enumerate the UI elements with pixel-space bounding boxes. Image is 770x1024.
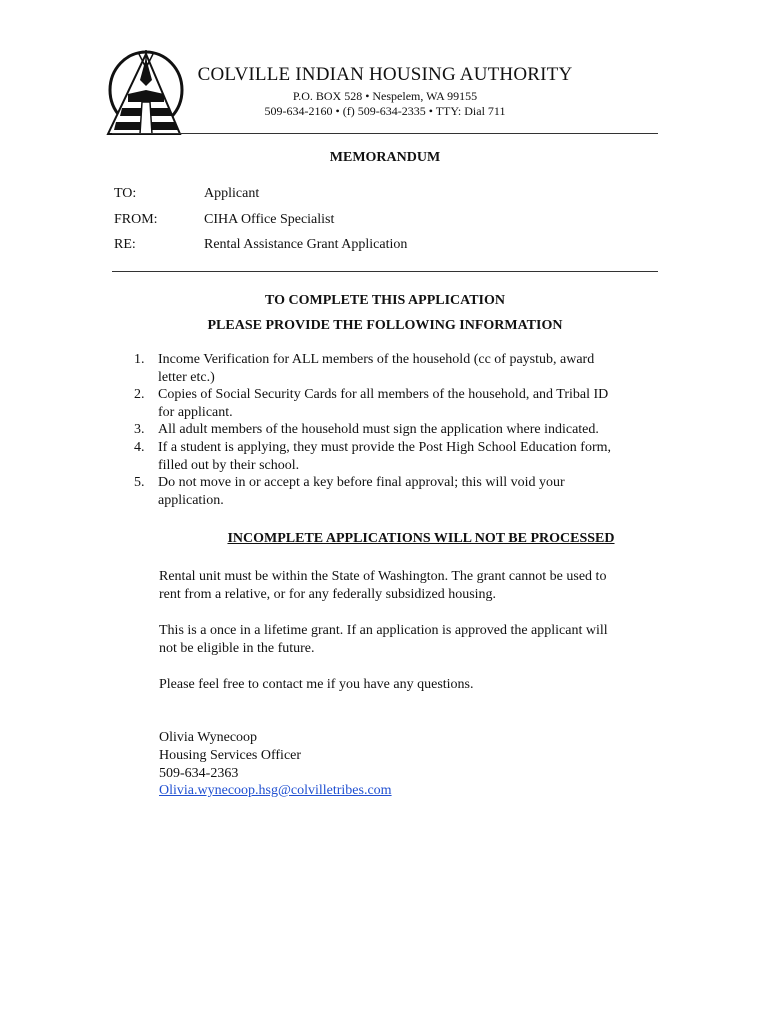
to-label: TO:	[114, 186, 137, 201]
list-item	[134, 439, 654, 474]
list-item-text: Copies of Social Security Cards for all members of the household, and Tribal ID	[158, 387, 609, 403]
org-phone: 509-634-2160 • (f) 509-634-2335 • TTY: Dial 711	[264, 104, 506, 118]
paragraph-contact: Please feel free to contact me if you have any questions.	[159, 677, 474, 692]
list-item-text: Income Verification for ALL members of the household (cc of paystub, award	[158, 352, 595, 367]
instructions-heading-2: PLEASE PROVIDE THE FOLLOWING INFORMATION	[207, 318, 563, 333]
paragraph-line: rent from a relative, or for any federally subsidized housing.	[159, 587, 497, 602]
signature-title: Housing Services Officer	[159, 748, 302, 763]
list-item-text: If a student is applying, they must provide the Post High School Education form,	[158, 439, 611, 455]
signature-name: Olivia Wynecoop	[159, 730, 258, 745]
list-item-text: Do not move in or accept a key before final approval; this will void your	[158, 475, 565, 491]
re-label: RE:	[114, 237, 136, 252]
list-item	[134, 474, 654, 509]
list-item-text-cont: for applicant.	[158, 404, 233, 420]
paragraph-eligibility	[159, 568, 654, 604]
list-item	[134, 386, 654, 421]
signature-phone: 509-634-2363	[159, 766, 239, 781]
paragraph-once-in-lifetime	[159, 622, 654, 658]
incomplete-warning: INCOMPLETE APPLICATIONS WILL NOT BE PROCESSED	[227, 531, 615, 546]
list-item-text-cont: application.	[158, 492, 224, 508]
list-item-text-cont: filled out by their school.	[158, 457, 300, 473]
list-item-number: 3.	[134, 422, 145, 438]
paragraph-line: not be eligible in the future.	[159, 641, 315, 656]
paragraph-line: Rental unit must be within the State of Washington. The grant cannot be used to	[159, 569, 607, 584]
list-item-text-cont: letter etc.)	[158, 369, 215, 385]
list-item-text: All adult members of the household must sign the application where indicated.	[158, 422, 599, 438]
instructions-heading-1: TO COMPLETE THIS APPLICATION	[265, 293, 505, 308]
list-item-number: 1.	[134, 352, 145, 367]
divider-top	[112, 133, 658, 134]
list-item	[134, 421, 654, 439]
re-value: Rental Assistance Grant Application	[204, 237, 408, 252]
paragraph-line: This is a once in a lifetime grant. If an application is approved the applicant will	[159, 623, 608, 638]
to-value: Applicant	[204, 186, 260, 201]
memo-title: MEMORANDUM	[329, 150, 441, 165]
list-item-number: 5.	[134, 475, 145, 491]
list-item-number: 4.	[134, 439, 145, 455]
list-item-number: 2.	[134, 387, 145, 403]
requirements-list	[134, 351, 654, 509]
signature-email-link[interactable]: Olivia.wynecoop.hsg@colvilletribes.com	[159, 783, 392, 798]
org-address: P.O. BOX 528 • Nespelem, WA 99155	[292, 89, 478, 103]
list-item	[134, 351, 654, 386]
divider-bottom	[112, 271, 658, 272]
from-label: FROM:	[114, 212, 158, 227]
org-name: COLVILLE INDIAN HOUSING AUTHORITY	[197, 64, 573, 85]
from-value: CIHA Office Specialist	[204, 212, 335, 227]
